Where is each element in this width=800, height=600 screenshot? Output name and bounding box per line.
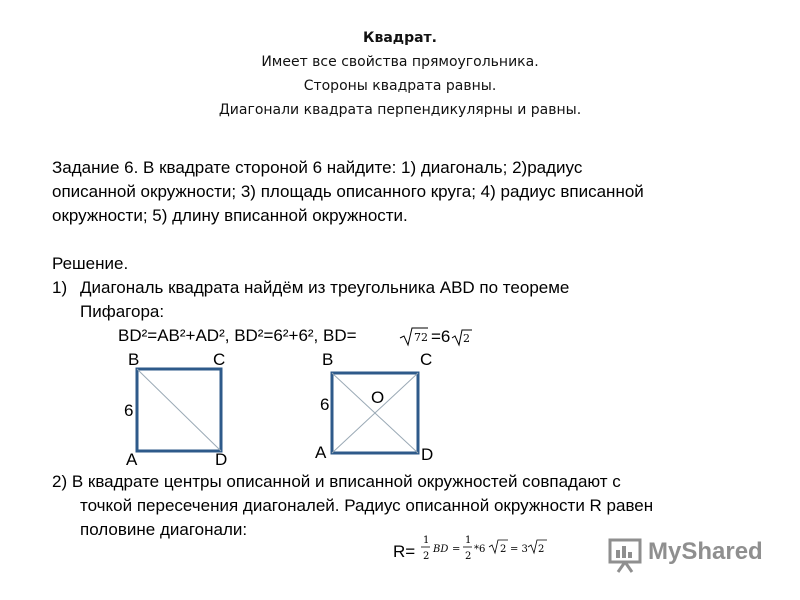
presentation-board-icon	[606, 534, 646, 574]
item-1-number: 1)	[52, 278, 68, 297]
fig1-label-a: A	[126, 450, 138, 469]
sqrt-2-value: 2	[463, 332, 470, 345]
square-abcd-figure-2	[329, 370, 421, 456]
times-six: *6	[474, 544, 486, 555]
r-label: R=	[393, 542, 416, 561]
sqrt-expression	[398, 326, 478, 348]
equals-three: = 3	[510, 544, 528, 555]
fig1-label-b: B	[128, 350, 140, 369]
diagonal-bd	[137, 369, 221, 451]
item-1-line-1: Диагональ квадрата найдём из треугольника ABD по теореме	[80, 278, 570, 297]
bd-term: BD	[433, 544, 449, 555]
item-2-line-3: половине диагонали:	[80, 520, 248, 539]
frac2-numerator: 1	[465, 535, 472, 546]
myshared-watermark	[604, 532, 774, 576]
formula-equals: =6	[431, 327, 451, 346]
property-line-1: Имеет все свойства прямоугольника.	[261, 54, 539, 70]
pythagoras-formula	[118, 326, 357, 346]
sqrt-72-value: 72	[414, 331, 428, 344]
task-line-1: Задание 6. В квадрате стороной 6 найдите: 1) диагональ; 2)радиус	[52, 158, 583, 177]
item-2-line-2: точкой пересечения диагоналей. Радиус описанной окружности R равен	[80, 496, 654, 515]
radius-formula	[419, 532, 549, 568]
watermark-text: MyShared	[648, 538, 763, 565]
formula-text: BD²=AB²+AD², BD²=6²+6², BD=	[118, 326, 357, 345]
property-line-3: Диагонали квадрата перпендикулярны и равны.	[218, 102, 582, 118]
page-title: Квадрат.	[363, 30, 437, 46]
fig2-label-c: C	[420, 350, 433, 369]
task-line-3: окружности; 5) длину вписанной окружности.	[52, 206, 408, 225]
fig1-label-d: D	[215, 450, 228, 469]
frac1-numerator: 1	[423, 535, 430, 546]
equals-1: =	[452, 544, 461, 555]
frac2-denominator: 2	[465, 551, 472, 562]
fig2-label-d: D	[421, 445, 434, 464]
solution-heading: Решение.	[52, 254, 129, 273]
frac1-denominator: 2	[423, 551, 430, 562]
fig2-label-a: A	[315, 443, 327, 462]
fig2-label-b: B	[322, 350, 334, 369]
fig2-center-label: O	[371, 388, 385, 407]
property-line-2: Стороны квадрата равны.	[303, 78, 497, 94]
item-2-line-1: 2) В квадрате центры описанной и вписанной окружностей совпадают с	[52, 472, 621, 491]
item-1-line-2: Пифагора:	[80, 302, 165, 321]
fig1-side-label: 6	[124, 401, 134, 420]
task-line-2: описанной окружности; 3) площадь описанного круга; 4) радиус вписанной	[52, 182, 644, 201]
sqrt-2-b: 2	[538, 544, 545, 555]
fig2-side-label: 6	[320, 395, 330, 414]
sqrt-2-a: 2	[500, 544, 507, 555]
fig1-label-c: C	[213, 350, 226, 369]
square-abcd-figure-1	[134, 367, 224, 453]
